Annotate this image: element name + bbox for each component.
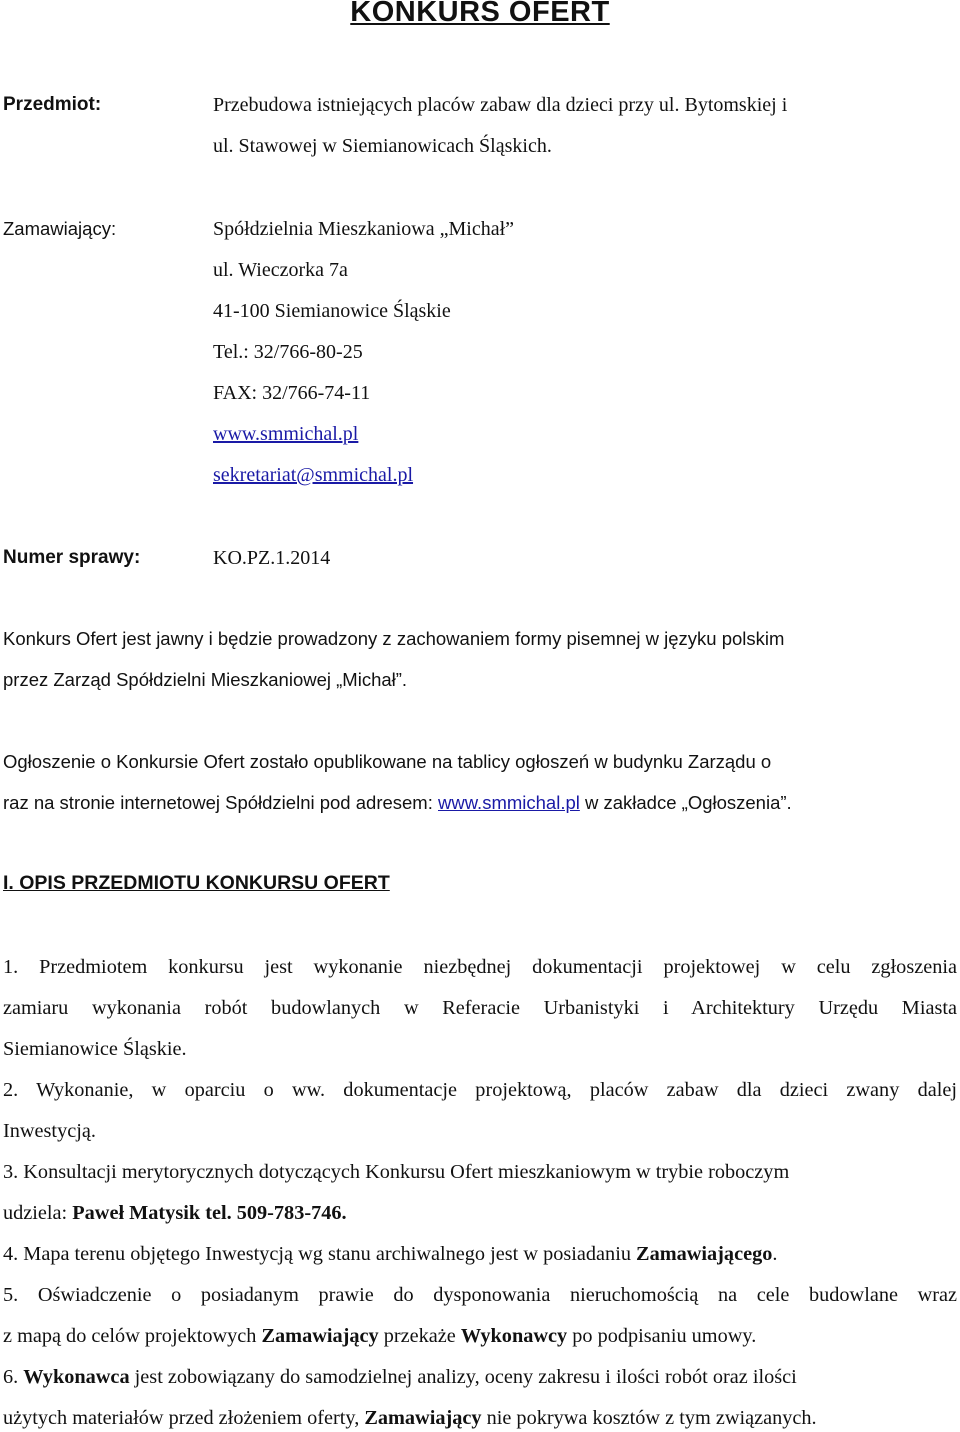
item-6-text-a: 6. (3, 1366, 24, 1388)
item-5-line-1-text: 5. Oświadczenie o posiadanym prawie do dysponowania nieruchomością na cele budowlane wraz (3, 1284, 957, 1306)
item-5-line-2 (3, 1324, 756, 1348)
email-link[interactable]: sekretariat@smmichal.pl (213, 464, 414, 486)
item-2-line-1-text: 2. Wykonanie, w oparciu o ww. dokumentacje projektową, placów zabaw dla dzieci zwany dalej (3, 1079, 957, 1101)
item-5-bold-wykonawcy: Wykonawcy (460, 1325, 568, 1347)
zamawiajacy-street: ul. Wieczorka 7a (213, 259, 348, 281)
numer-sprawy-value: KO.PZ.1.2014 (213, 547, 331, 569)
przedmiot-line-2: ul. Stawowej w Siemianowicach Śląskich. (213, 135, 552, 157)
item-6-line-2 (3, 1406, 817, 1430)
website-link[interactable]: www.smmichal.pl (213, 423, 359, 445)
zamawiajacy-label: Zamawiający: (3, 218, 117, 239)
document-title: KONKURS OFERT (350, 0, 610, 28)
item-5-bold-zamawiajacy: Zamawiający (261, 1325, 379, 1347)
item-5-text-e: po podpisaniu umowy. (567, 1325, 757, 1347)
przedmiot-line-1: Przebudowa istniejących placów zabaw dla dzieci przy ul. Bytomskiej i (213, 94, 788, 116)
item-4-bold: Zamawiającego (636, 1243, 773, 1265)
intro-p2-line-2 (3, 791, 792, 815)
item-5-text-a: z mapą do celów projektowych (3, 1325, 262, 1347)
item-5-text-c: przekaże (378, 1325, 461, 1347)
item-6-bold-zamawiajacy: Zamawiający (364, 1407, 482, 1429)
item-2-line-2: Inwestycją. (3, 1120, 96, 1142)
intro-website-link[interactable]: www.smmichal.pl (438, 792, 580, 813)
item-2-line-1 (3, 1078, 957, 1102)
przedmiot-label: Przedmiot: (3, 94, 102, 115)
item-6-text-c: jest zobowiązany do samodzielnej analizy, oceny zakresu i ilości robót oraz ilości (129, 1366, 797, 1388)
zamawiajacy-name: Spółdzielnia Mieszkaniowa „Michał” (213, 218, 515, 240)
item-1-line-3: Siemianowice Śląskie. (3, 1038, 187, 1060)
intro-p1-line-1: Konkurs Ofert jest jawny i będzie prowadzony z zachowaniem formy pisemnej w języku polskim (3, 628, 785, 649)
zamawiajacy-city: 41-100 Siemianowice Śląskie (213, 300, 451, 322)
section-title: I. OPIS PRZEDMIOTU KONKURSU OFERT (3, 872, 390, 894)
numer-sprawy-label: Numer sprawy: (3, 547, 141, 568)
item-1-line-1-text: 1. Przedmiotem konkursu jest wykonanie niezbędnej dokumentacji projektowej w celu zgłoszenia (3, 956, 957, 978)
item-4-line (3, 1242, 777, 1266)
item-6-text-l2c: nie pokrywa kosztów z tym związanych. (481, 1407, 817, 1429)
zamawiajacy-tel: Tel.: 32/766-80-25 (213, 341, 363, 363)
contact-person: Paweł Matysik tel. 509-783-746. (72, 1202, 347, 1224)
item-1-line-2 (3, 996, 957, 1020)
item-1-line-1 (3, 955, 957, 979)
item-3-text-pre: udziela: (3, 1202, 73, 1224)
zamawiajacy-fax: FAX: 32/766-74-11 (213, 382, 371, 404)
item-3-line-2 (3, 1201, 347, 1225)
intro-p2-text-pre: raz na stronie internetowej Spółdzielni pod adresem: (3, 792, 438, 813)
item-3-line-1: 3. Konsultacji merytorycznych dotyczących Konkursu Ofert mieszkaniowym w trybie roboczym (3, 1161, 790, 1183)
intro-p2-line-1: Ogłoszenie o Konkursie Ofert zostało opublikowane na tablicy ogłoszeń w budynku Zarządu o (3, 751, 772, 772)
item-4-text-pre: 4. Mapa terenu objętego Inwestycją wg stanu archiwalnego jest w posiadaniu (3, 1243, 637, 1265)
intro-p2-text-post: w zakładce „Ogłoszenia”. (579, 792, 792, 813)
item-6-text-l2a: użytych materiałów przed złożeniem oferty, (3, 1407, 365, 1429)
item-4-text-post: . (772, 1243, 778, 1265)
item-6-bold-wykonawca: Wykonawca (23, 1366, 130, 1388)
item-1-line-2-text: zamiaru wykonania robót budowlanych w Referacie Urbanistyki i Architektury Urzędu Miasta (3, 997, 957, 1019)
item-5-line-1 (3, 1283, 957, 1307)
intro-p1-line-2: przez Zarząd Spółdzielni Mieszkaniowej „Michał”. (3, 669, 408, 690)
item-6-line-1 (3, 1365, 797, 1389)
